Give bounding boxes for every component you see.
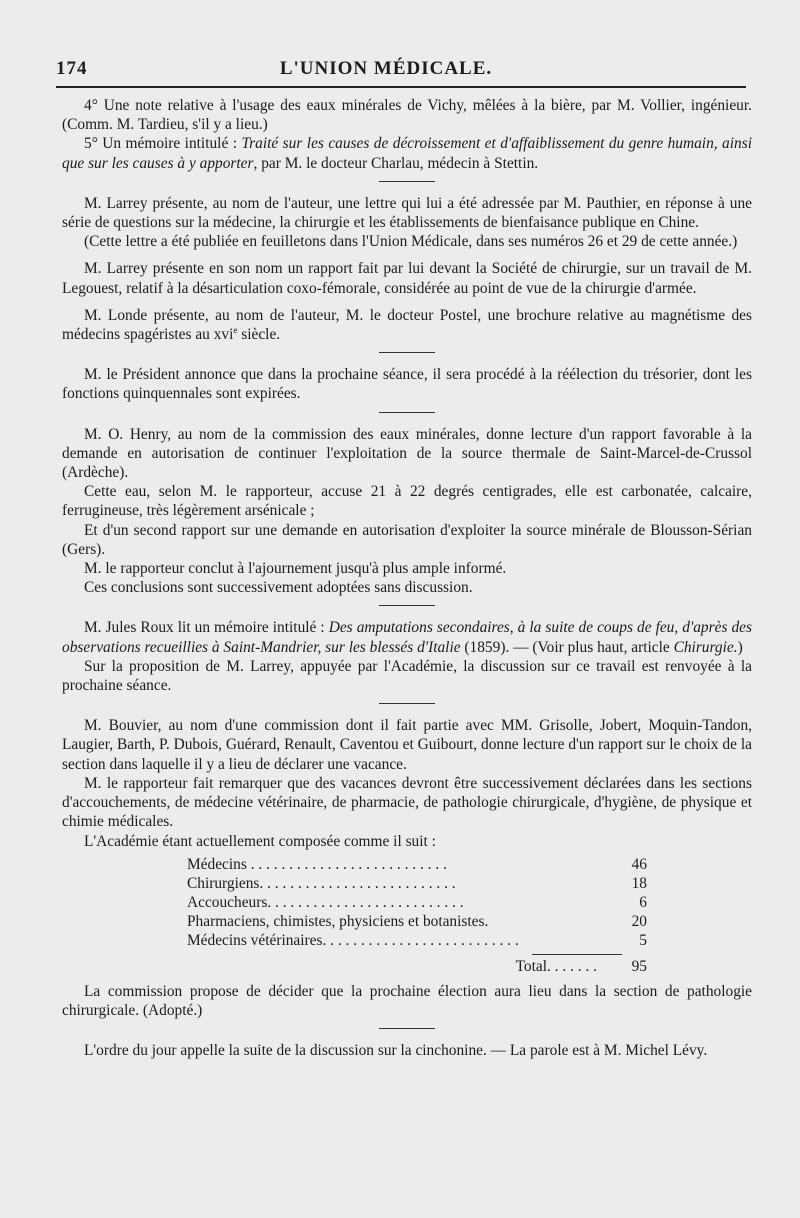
composition-label: Chirurgiens. . . . . . . . . . . . . . . . . . . . . . . . . . (187, 874, 456, 892)
paragraph-ordre-du-jour: L'ordre du jour appelle la suite de la discussion sur la cinchonine. — La parole est à M. Michel Lévy. (84, 1042, 708, 1060)
composition-total (187, 957, 647, 976)
composition-label: Pharmaciens, chimistes, physiciens et botanistes. (187, 912, 489, 930)
paragraph-henry-conclusion: M. le rapporteur conclut à l'ajournement jusqu'à plus ample informé. (84, 560, 507, 578)
composition-row (187, 912, 647, 931)
memoire-5-title: Traité sur les causes de décroissement et d'affaiblissement du genre humain, ainsi que sur les causes à y apporter (62, 135, 752, 172)
paragraph-bouvier: M. Bouvier, au nom d'une commission dont il fait partie avec MM. Grisolle, Jobert, Moquin-Tandon, Laugier, Barth, P. Dubois, Guérard, Renault, Caventou et Guibourt, donne lecture d'un rapport sur le choix de la section dans laquelle il y a lieu de déclarer une vacance. (62, 717, 752, 773)
paragraph-londe: M. Londe présente, au nom de l'auteur, M. le docteur Postel, une brochure relative au magnétisme des médecins spagéristes au xvi$^e$ siècle. (62, 306, 752, 344)
paragraph-larrey-letter-note: (Cette lettre a été publiée en feuilletons dans l'Union Médicale, dans ses numéros 26 et 29 de cette année.) (84, 233, 738, 251)
composition-value: 20 (631, 912, 647, 930)
composition-row (187, 893, 647, 912)
composition-value: 6 (639, 893, 647, 911)
separator (379, 412, 435, 413)
item-note-4: 4° Une note relative à l'usage des eaux minérales de Vichy, mêlées à la bière, par M. Vollier, ingénieur. (Comm. M. Tardieu, s'il y a lieu.) (62, 97, 752, 134)
composition-row (187, 931, 647, 950)
paragraph-roux-proposal: Sur la proposition de M. Larrey, appuyée par l'Académie, la discussion sur ce travail est renvoyée à la prochaine séance. (62, 657, 752, 695)
paragraph-henry-adopted: Ces conclusions sont successivement adoptées sans discussion. (84, 579, 473, 597)
composition-label: Accoucheurs. . . . . . . . . . . . . . . . . . . . . . . . . . (187, 893, 464, 911)
paragraph-president: M. le Président annonce que dans la prochaine séance, il sera procédé à la réélection du trésorier, dont les fonctions quinquennales sont expirées. (62, 366, 752, 403)
paragraph-larrey-report: M. Larrey présente en son nom un rapport fait par lui devant la Société de chirurgie, sur un travail de M. Legouest, relatif à la désarticulation coxo-fémorale, considérée au point de vue de la chirurgie d'armée. (62, 260, 752, 297)
paragraph-roux: M. Jules Roux lit un mémoire intitulé : Des amputations secondaires, à la suite de coups de feu, d'après des observations recueillies à Saint-Mandrier, sur les blessés d'Italie (1859). — (Voir plus haut, article Chirurgie.) (62, 619, 752, 656)
paragraph-bouvier-composition: L'Académie étant actuellement composée comme il suit : (84, 832, 436, 850)
page-number: 174 (56, 58, 88, 79)
academy-composition-table (187, 855, 647, 976)
total-rule (532, 954, 622, 955)
separator (379, 703, 435, 704)
item-memoire-5: 5° Un mémoire intitulé : Traité sur les causes de décroissement et d'affaiblissement du genre humain, ainsi que sur les causes à y apporter, par M. le docteur Charlau, médecin à Stettin. (62, 135, 752, 172)
composition-value: 5 (639, 931, 647, 949)
total-label: Total. . . . . . . (515, 957, 597, 975)
header-rule (56, 86, 746, 88)
composition-value: 46 (631, 855, 647, 873)
paragraph-henry: M. O. Henry, au nom de la commission des eaux minérales, donne lecture d'un rapport favorable à la demande en autorisation de continuer l'exploitation de la source thermale de Saint-Marcel-de-Crussol (Ardèche). (62, 425, 752, 482)
page-header (56, 58, 746, 80)
separator (379, 605, 435, 606)
page-body (62, 96, 752, 1061)
composition-row (187, 855, 647, 874)
paragraph-commission: La commission propose de décider que la prochaine élection aura lieu dans la section de pathologie chirurgicale. (Adopté.) (62, 982, 752, 1020)
separator (379, 1028, 435, 1029)
composition-label: Médecins . . . . . . . . . . . . . . . . . . . . . . . . . . (187, 855, 447, 873)
total-value: 95 (631, 957, 647, 975)
separator (379, 181, 435, 182)
composition-row (187, 874, 647, 893)
paragraph-larrey-letter: M. Larrey présente, au nom de l'auteur, une lettre qui lui a été adressée par M. Pauthier, en réponse à une série de questions sur la médecine, la chirurgie et les établissements de bienfaisance publique en Chine. (62, 194, 752, 232)
separator (379, 352, 435, 353)
paragraph-bouvier-vacancies: M. le rapporteur fait remarquer que des vacances devront être successivement déclarées dans les sections d'accouchements, de médecine vétérinaire, de pharmacie, de pathologie chirurgicale, d'hygiène, de physique et chimie médicales. (62, 774, 752, 831)
roux-title: Des amputations secondaires, à la suite de coups de feu, d'après des observations recueillies à Saint-Mandrier, sur les blessés d'Italie (62, 619, 752, 656)
composition-value: 18 (631, 874, 647, 892)
composition-label: Médecins vétérinaires. . . . . . . . . . . . . . . . . . . . . . . . . . (187, 931, 519, 949)
running-title: L'UNION MÉDICALE. (279, 58, 493, 79)
paragraph-henry-water: Cette eau, selon M. le rapporteur, accuse 21 à 22 degrés centigrades, elle est carbonatée, calcaire, ferrugineuse, très légèrement arsénicale ; (62, 483, 752, 520)
paragraph-henry-second: Et d'un second rapport sur une demande en autorisation d'exploiter la source minérale de Blousson-Sérian (Gers). (62, 521, 752, 558)
